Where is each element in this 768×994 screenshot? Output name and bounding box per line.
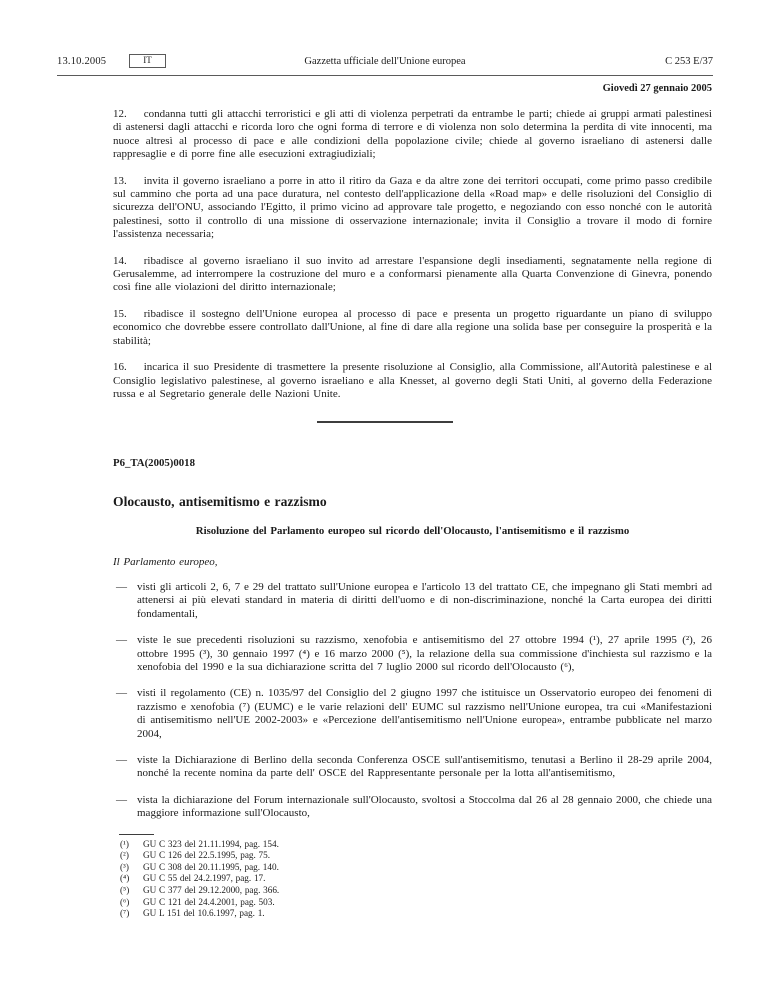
footnote-marker: (⁵) (120, 885, 130, 895)
footnote (120, 897, 712, 909)
paragraph-text: incarica il suo Presidente di trasmettere la presente risoluzione al Consiglio, alla Commissione, all'Autorità palestinese e al Consiglio legislativo palestinese, al governo israeliano e alla Knesset, al governo degli Stati Uniti, al governo della Federazione russa e al Segretario generale delle Nazioni Unite. (113, 361, 712, 400)
section-divider-rule (317, 421, 453, 423)
citation-item (113, 794, 712, 821)
sitting-date: Giovedì 27 gennaio 2005 (602, 83, 712, 94)
document-title: Olocausto, antisemitismo e razzismo (113, 493, 327, 509)
footnote-text: GU L 151 del 10.6.1997, pag. 1. (143, 908, 265, 919)
citation-text: viste le sue precedenti risoluzioni su razzismo, xenofobia e antisemitismo del 27 ottobre 1994 (¹), 27 aprile 1995 (²), 26 ottobre 1995 (³), 30 gennaio 1997 (⁴) e 16 marzo 2000 (⁵), la relazione della sua commissione d'inchiesta sul razzismo e la xenofobia del 1990 e la sua dichiarazione scritta del 7 luglio 2000 sul ricordo dell'Olocausto (⁶), (137, 634, 712, 673)
paragraph-number: 16. (113, 361, 127, 374)
resolution-paragraph-13 (113, 175, 712, 242)
footnote-text: GU C 308 del 20.11.1995, pag. 140. (143, 861, 279, 872)
footnote-marker: (²) (120, 850, 129, 861)
paragraph-number: 15. (113, 307, 127, 320)
citation-item (113, 687, 712, 741)
footnote-text: GU C 377 del 29.12.2000, pag. 366. (143, 885, 280, 895)
footnote-marker: (⁶) (120, 896, 130, 907)
resolution-paragraph-15 (113, 308, 712, 348)
citation-text: vista la dichiarazione del Forum internazionale sull'Olocausto, svoltosi a Stoccolma dal 26 al 28 gennaio 2000, che chiede una maggiore informazione sull'Olocausto, (137, 793, 712, 820)
footnote-marker: (⁴) (120, 873, 130, 884)
footnote (120, 885, 712, 897)
footnote (120, 839, 712, 851)
footnote-separator-rule (119, 834, 154, 835)
citation-text: visti il regolamento (CE) n. 1035/97 del Consiglio del 2 giugno 1997 che istituisce un Osservatorio europeo dei fenomeni di razzismo e xenofobia (⁷) (EUMC) e le varie relazioni dell' EUMC sul razzismo nell'Unione europea, tra cui «Manifestazioni di antisemitismo nell'UE 2002-2003» e «Percezione dell'antisemitismo nell'Unione europea», entrambe pubblicate nel marzo 2004, (137, 687, 712, 740)
footnote-text: GU C 121 del 24.4.2001, pag. 503. (143, 896, 275, 907)
document-subtitle: Risoluzione del Parlamento europeo sul ricordo dell'Olocausto, l'antisemitismo e il razzismo (195, 525, 630, 538)
resolution-paragraph-12 (113, 108, 712, 162)
footnote-text: GU C 126 del 22.5.1995, pag. 75. (143, 850, 271, 861)
paragraph-text: ribadisce al governo israeliano il suo invito ad arrestare l'espansione degli insediamenti, segnatamente nella regione di Gerusalemme, ad interrompere la costruzione del muro e a conformarsi pienamente alla Quarta Convenzione di Ginevra, ponendo così fine alle violazioni del diritto internazionale; (113, 254, 712, 294)
footnote (120, 908, 712, 920)
footnote-text: GU C 323 del 21.11.1994, pag. 154. (143, 838, 279, 849)
citation-dash: — (116, 580, 127, 593)
paragraph-number: 12. (113, 108, 127, 120)
citation-item (113, 581, 712, 621)
header-left (57, 54, 166, 68)
paragraph-number: 13. (113, 174, 127, 187)
citation-item (113, 754, 712, 781)
footnote-marker: (⁷) (120, 908, 130, 919)
paragraph-text: invita il governo israeliano a porre in atto il ritiro da Gaza e da altre zone dei territori occupati, come primo passo credibile sul cammino che porta ad una pace duratura, nel contesto dell'applicazione della «Road map» e delle risoluzioni del Consiglio di sicurezza dell'ONU, associando l'Egitto, il primo vicino ad approvare tale progetto, e negoziando con esso nonché con le autorità palestinesi, sotto il controllo di una missione di osservazione internazionale; invita il Consiglio a trovare il modo di fornire l'assistenza necessaria; (113, 174, 712, 241)
citation-dash: — (116, 634, 127, 647)
resolution-paragraph-16 (113, 361, 712, 401)
footnote-marker: (¹) (120, 838, 129, 849)
publication-date: 13.10.2005 (57, 55, 107, 67)
page-header (57, 54, 713, 76)
citation-text: visti gli articoli 2, 6, 7 e 29 del trattato sull'Unione europea e l'articolo 13 del trattato CE, che impegnano gli Stati membri ad attenersi ai più elevati standard in materia di diritti dell'uomo e di non-discriminazione, nonché la Carta europea dei diritti fondamentali, (137, 580, 712, 620)
footnote (120, 850, 712, 862)
footnote-text: GU C 55 del 24.2.1997, pag. 17. (143, 873, 266, 884)
language-code-box: IT (129, 54, 166, 68)
footnote (120, 873, 712, 885)
resolution-paragraph-14 (113, 255, 712, 295)
journal-title: Gazzetta ufficiale dell'Unione europea (304, 55, 466, 67)
intro-line: Il Parlamento europeo, (113, 555, 218, 568)
footnote-marker: (³) (120, 861, 129, 872)
paragraph-text: condanna tutti gli attacchi terroristici e gli atti di violenza perpetrati da entrambe le parti; chiede ai gruppi armati palestinesi di astenersi dagli attacchi e ricorda loro che ogni forma di terrore e di violenza non solo determina la perdita di vite innocenti, ma nuoce altresì al processo di pace e alle condizioni della popolazione civile; chiede al governo israeliano di astenersi dalle rappresaglie e di porre fine alle esecuzioni extragiudiziali; (113, 108, 712, 161)
paragraph-number: 14. (113, 254, 127, 267)
citation-dash: — (116, 687, 127, 700)
citation-text: viste la Dichiarazione di Berlino della seconda Conferenza OSCE sull'antisemitismo, tenutasi a Berlino il 28-29 aprile 2004, nonché la recente nomina da parte dell' OSCE del Rappresentante personale per la lotta all'antisemitismo, (137, 754, 712, 780)
paragraph-text: ribadisce il sostegno dell'Unione europea al processo di pace e presenta un progetto riguardante un piano di sviluppo economico che dovrebbe essere controllato dall'Unione, al fine di dare alla regione una solida base per conseguire la prosperità e la stabilità; (113, 307, 712, 347)
page-reference: C 253 E/37 (665, 55, 713, 67)
document-body (113, 108, 712, 920)
document-code: P6_TA(2005)0018 (113, 457, 195, 470)
footnote (120, 862, 712, 874)
citation-dash: — (116, 793, 127, 806)
citation-dash: — (116, 754, 127, 766)
citation-item (113, 634, 712, 674)
